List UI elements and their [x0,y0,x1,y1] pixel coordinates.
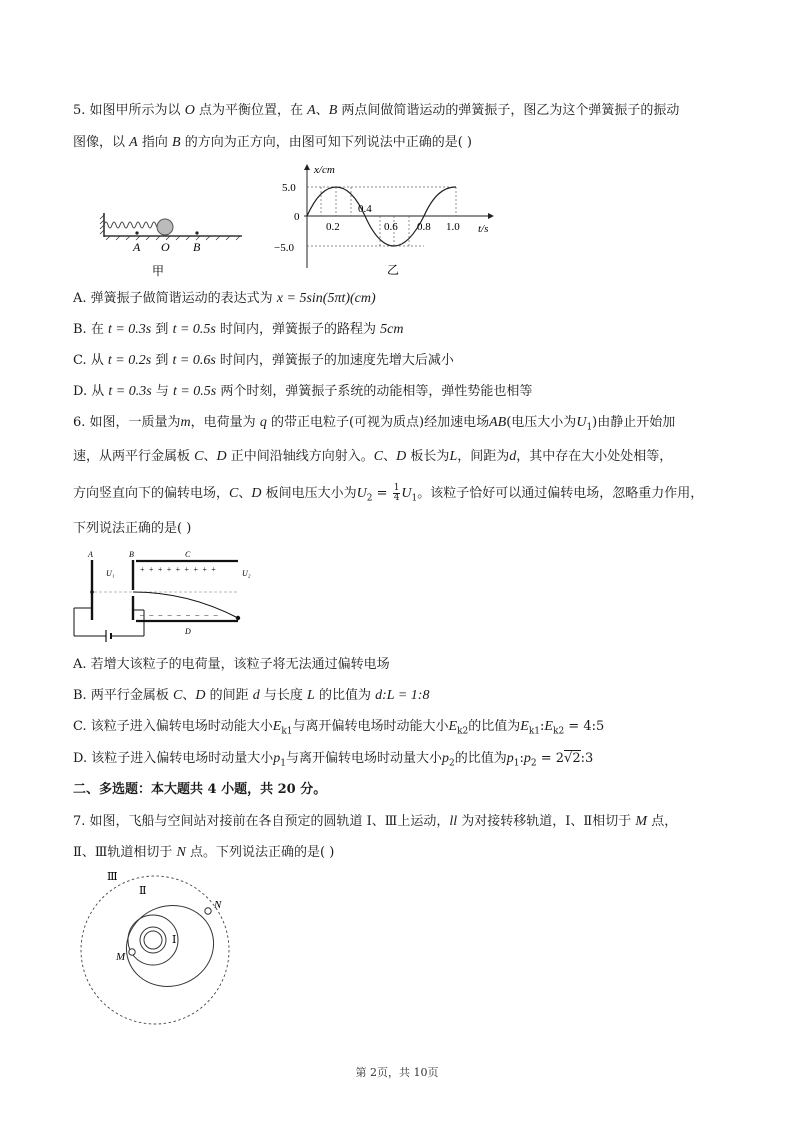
q6-stem-line1: 6. 如图，一质量为m，电荷量为 q 的带正电粒子(可视为质点)经加速电场AB(电压大小为$U_1$)由静止开始加 [73,415,676,433]
label-A: A [133,240,141,254]
q5-stem-line1: 5. 如图甲所示为以 O 点为平衡位置，在 A、B 两点间做简谐运动的弹簧振子，图乙为这个弹簧振子的振动 [73,103,680,118]
q7-figure-orbits [75,868,245,1028]
q6-figure-fields [68,548,268,643]
q6-option-A: A. 若增大该粒子的电荷量，该粒子将无法通过偏转电场 [73,657,390,672]
q6-stem-line3: 方向竖直向下的偏转电场，C、D 板间电压大小为$U_2$ = $\frac{1}{4}$ $U_1$。该粒子恰好可以通过偏转电场，忽略重力作用， [73,483,704,504]
label-orbit-III: Ⅲ [107,871,118,883]
q5-figure-xt-graph [270,160,510,280]
minus-charges: – – – – – – – – – [140,610,220,619]
origin-label: 0 [294,211,300,223]
orbit-I [128,915,178,965]
spring-coil [104,222,164,228]
fraction-one-quarter: $\frac{1}{4}$ [393,483,400,503]
y-tick-neg5: −5.0 [274,242,294,254]
label-U1: U₁ [106,569,115,578]
x-tick-0.6: 0.6 [384,221,398,233]
label-plate-B: B [129,550,134,559]
q5-option-A: A. 弹簧振子做简谐运动的表达式为 x = 5sin(5πt)(cm) [73,291,376,306]
caption-jia: 甲 [152,264,165,278]
label-B: B [193,240,201,254]
earth-inner [144,931,162,949]
x-tick-1.0: 1.0 [446,221,460,233]
q5-stem-line2: 图像，以 A 指向 B 的方向为正方向，由图可知下列说法中正确的是( ) [73,135,472,150]
label-O: O [161,240,170,254]
wall-left [100,213,104,237]
label-N: N [214,899,222,911]
plus-charges: + + + + + + + + + [140,565,218,574]
section-title-multi-choice: 二、多选题：本大题共 4 小题，共 20 分。 [73,782,327,797]
label-M: M [116,951,126,963]
q6-option-C: C. 该粒子进入偏转电场时动能大小$E_{k1}$与离开偏转电场时动能大小$E_{k2}$的比值为$E_{k1}:E_{k2}$ = 4:5 [73,719,605,737]
point-A-dot [135,231,138,234]
x-tick-0.2: 0.2 [326,221,340,233]
q7-stem-line1: 7. 如图，飞船与空间站对接前在各自预定的圆轨道 Ⅰ、Ⅲ上运动，ll 为对接转移轨道，Ⅰ、Ⅱ相切于 M 点， [73,814,678,829]
sqrt-radicand: √2 [564,751,581,766]
oscillator-ball [157,219,173,235]
floor [104,236,242,240]
x-axis-arrow [304,164,310,170]
x-tick-0.8: 0.8 [417,221,431,233]
orbit-III [81,876,229,1024]
point-N [205,908,211,914]
particle-end [236,616,240,620]
label-U2: U₂ [242,569,251,578]
y-tick-5: 5.0 [282,182,296,194]
point-B-dot [195,231,198,234]
q5-option-B: B. 在 t = 0.3s 到 t = 0.5s 时间内，弹簧振子的路程为 5cm [73,322,404,337]
t-axis-arrow [488,213,494,219]
q6-stem-line2: 速，从两平行金属板 C、D 正中间沿轴线方向射入。C、D 板长为L，间距为d，其中存在大小处处相等， [73,449,673,464]
x-tick-0.4: 0.4 [358,203,372,215]
q5-option-C: C. 从 t = 0.2s 到 t = 0.6s 时间内，弹簧振子的加速度先增大后减小 [73,353,454,368]
particle-start [90,590,94,594]
label-orbit-I: Ⅰ [172,934,177,946]
q7-stem-line2: Ⅱ、Ⅲ轨道相切于 N 点。下列说法正确的是( ) [73,845,335,860]
x-axis-label: t/s [478,223,489,235]
caption-yi: 乙 [387,263,400,277]
point-M [129,949,135,955]
q5-option-D: D. 从 t = 0.3s 与 t = 0.5s 两个时刻，弹簧振子系统的动能相等，弹性势能也相等 [73,384,533,399]
q6-option-D: D. 该粒子进入偏转电场时动量大小$p_1$与离开偏转电场时动量大小$p_2$的比值为$p_1:p_2$ = 2√2:3 [73,751,594,769]
label-plate-C: C [185,550,191,559]
page-footer: 第 2页，共 10页 [355,1066,439,1079]
q6-option-B: B. 两平行金属板 C、D 的间距 d 与长度 L 的比值为 d:L = 1:8 [73,688,430,703]
q6-stem-line4: 下列说法正确的是( ) [73,521,192,536]
label-plate-A: A [88,550,93,559]
label-plate-D: D [185,627,191,636]
q5-figure-spring [100,205,250,280]
label-orbit-II: Ⅱ [139,885,147,897]
y-axis-label: x/cm [314,164,335,176]
